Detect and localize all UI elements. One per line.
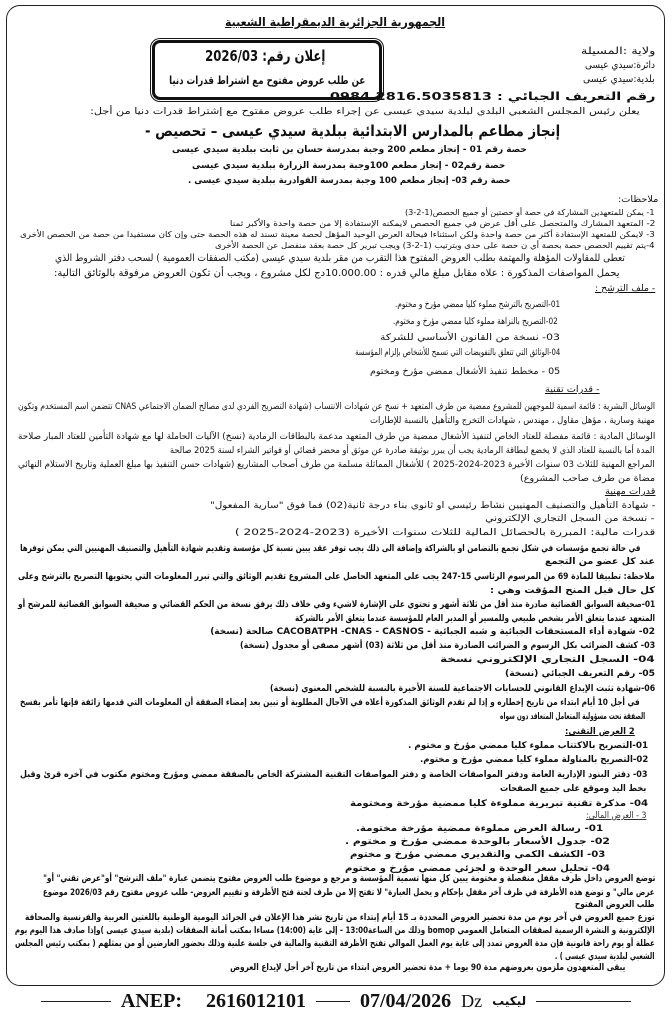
footer-rule-right [536, 1001, 631, 1002]
footer-date: 07/04/2026 [360, 989, 452, 1012]
document-1-line-2: المتعهد عندما يتعلق الأمر بشخص طبيعي وللمسير أو المدير العام للمؤسسة عندما يتعلق الأمر بالشركة [294, 614, 655, 624]
wilaya: ولاية :المسيلة [580, 46, 655, 57]
deposit-line-4: الشعبي لبلدية سيدي عيسى ) . [555, 952, 655, 962]
financial-offer-item-1: 01- رسالة العرض مملوءة ممضية مؤرخة مختومة. [355, 824, 603, 834]
lot-3: حصة رقم 03- إنجاز مطعم 100 وجبة بمدرسة القوادرية ببلدية سيدي عيسى . [187, 176, 510, 186]
document-5: 05- رقم التعريف الجبائي (نسخة) [504, 669, 655, 679]
grouping-line-1: في حالة تجمع مؤسسات في شكل تجمع بالتضامن او بالشراكة وإضافة الى ذلك يجب توفر عقد يبين نسبة كل مؤسسة وتقديم شهادة التأهيل والتصنيف المهنيين التي يمكن توفرها [19, 544, 640, 554]
document-6: 06-شهادة تثبت الإيداع القانوني للحسابات الاجتماعية للسنة الأخيرة بالنسبة للشخص المعنوي (نسخة) [269, 684, 655, 694]
material-means-line-1: الوسائل المادية : قائمة مفصلة للعتاد الخاص لتنفيذ الأشغال ممضية من طرف المتعهد مدعمة بالبطاقات الرمادية (نسخ) الآليات الحاملة لها مع شهادة التأمين للعتاد المبار صلاحة [17, 432, 655, 442]
footer-rule-left [41, 1001, 111, 1002]
daira: دائرة:سيدي عيسى [584, 60, 655, 71]
material-means-line-2: المدة أما بالنسبة للعتاد الذي لا يخضع لبطاقة الرمادية يجب أن يبرر بوثيقة صادرة عن موثق أو محضر قضائي أو فواتير الشراء لسنة 2025 صالحة [170, 446, 655, 456]
human-means-line-2: مهنية وسارية ، مؤهل مقاول ، مهندس ، شهادات التخرج والتأهيل بالنسبة للإطارات [370, 416, 655, 426]
references-line-2: مضاة من طرف صاحب المشروع) [519, 474, 655, 484]
technical-offer-item-1: 01-التصريح بالاكتتاب مملوء كليا ممضي مؤرخ و مختوم . [407, 741, 648, 751]
document-title: الجمهورية الجزائرية الديمقراطية الشعبية [224, 15, 445, 29]
financial-offer-item-2: 02- جدول الأسعار بالوحدة ممضي مؤرخ و مختوم . [345, 837, 610, 847]
invitation-line-1: تعطى للمقاولات المؤهلة والمهتمة بطلب العروض المفتوح هذا التقرب من مقر بلدية سيدي عيسى (مكتب الصفقات العمومية ) لسحب دفتر الشروط الذي [55, 253, 625, 264]
announcement-subtitle: عن طلب عروض مفتوح مع اشتراط قدرات دنيا [168, 74, 365, 87]
validity-period: يبقى المتعهدون ملزمون بعروضهم مدة 90 يوما + مدة تحضير العروض ابتداء من تاريخ آخر أجل لإيداع العروض [229, 963, 625, 973]
footer-dz: Dz [461, 990, 483, 1011]
technical-offer-item-3: 03- دفتر البنود الإدارية العامة ودفتر المواصفات الخاصة و دفتر المواصفات التقنية المشتركة الخاص بالصفقة ممضي ومؤرخ ومختوم مكتوب في آخره قرئ وقبل [20, 770, 648, 780]
project-title: إنجاز مطاعم بالمدارس الابتدائية ببلدية سيدي عيسى – تحصيص - [144, 122, 560, 140]
financial-offer-item-3: 03- الكشف الكمي والتقديري ممضي مؤرخ و مختوم [349, 850, 605, 860]
submission-line-1: توضع العروض داخل ظرف مقفل منفصلة و مختومة يبين كل منها تسمية المؤسسة و مرجع و موضوع طلب العروض مفتوح يتضمن عبارة "ملف الترشح" أو"عرض تقني" أو" [42, 874, 655, 884]
grouping-line-2: عند كل عضو من التجمع [545, 557, 655, 567]
technical-offer-title: 2 العرض التقني: [565, 727, 635, 737]
technical-offer-item-2: 02-التصريح بالمناولة مملوء كليا ممضي مؤرخ و مختوم. [419, 755, 648, 765]
note-4: 4-يتم تقييم الحصص حصة بحصة أي ن حصة على حدى وبترتيب (1-2-3) ويجب تبرير كل حصة بعقد منفصل عن الحصة الأخرى [215, 241, 655, 250]
candidature-item-5: 05 - مخطط تنفيذ الأشغال ممضي مؤرخ ومختوم [369, 367, 560, 377]
professional-capacity-title: قدرات مهنية [604, 487, 655, 497]
footer-reference: 2616012101 [206, 989, 306, 1012]
lot-2: حصة رقم02 - إنجاز مطعم 100وجبة بمدرسة الزرارة ببلدية سيدي عيسى [191, 161, 505, 171]
footer [0, 986, 672, 1016]
references-line-1: المراجع المهنية للثلاث 03 سنوات الأخيرة 2023-2024-2025 ) للأشغال المماثلة مسلمة من طرف أصحاب المشاريع (شهادات حسن التنفيذ بها مبلغ العملية وتاريخ الاستلام النهائي [18, 460, 655, 470]
professional-item-1: - شهادة التأهيل والتصنيف المهنيين نشاط رئيسي او ثانوي بناء درجة ثانية(02) فما فوق "سارية المفعول" [209, 501, 655, 511]
candidature-title: - ملف الترشح : [594, 284, 655, 294]
lot-1: حصة رقم 01 - إنجاز مطعم 200 وجبة بمدرسة حسان بن ثابت ببلدية سيدي عيسى [172, 145, 527, 155]
financial-offer-title: 3 - العرض المالي: [585, 811, 646, 821]
tax-id: رقم التعريف الجبائي : 0984.2816.5035813 [329, 90, 655, 103]
footer-newspaper: ليكيب [492, 994, 527, 1008]
document-4: 04- السجل التجاري الإلكتروني نسخة [440, 655, 655, 665]
deadline-line-1: في أجل 10 أيام ابتداء من تاريخ إخطاره و إذا لم تقدم الوثائق المذكورة أعلاه في الآجال المطلوبة أو تبين بعد إمضاء الصفقة أن المعلومات التي قدمها زائفة فإنها تأمر بفسخ [20, 698, 640, 708]
note-1: 1- يمكن للمتعهدين المشاركة في حصة أو حصتين أو جميع الحصص(1-2-3) [405, 208, 655, 217]
note-2: 2- المتعهد المشارك والمتحصل على أقل عرض في جميع الحصص لايمكنه الإستفادة إلا من حصة واحدة والأكبر ثمنا [229, 219, 655, 228]
technical-offer-item-3-cont: بخط اليد وموقع على جميع الصفحات [499, 784, 646, 794]
remark-line-2: كل حال قبل المنح المؤقت وهي : [489, 586, 655, 596]
baladia: بلدية:سيدي عيسى [583, 74, 655, 85]
document-2: 02- شهادة أداء المستحقات الجبائية و شبه الجبائية - CACOBATPH -CNAS - CASNOS صالحة (نسخة) [210, 627, 655, 637]
notes-title: ملاحظات: [617, 195, 658, 205]
candidature-item-1: 01-التصريح بالترشح مملوء كليا ممضي مؤرخ و مختوم. [394, 300, 560, 310]
deposit-line-3: عطلة أو يوم راحة قانونية فإن مدة العروض تمدد إلى غاية يوم العمل الموالي تفتح الأظرفة التقنية والمالية في جلسة علنية وذلك بحضور العارضين أو من يمثلهم ( بمكتب رئيس المجلس [15, 939, 655, 949]
document-3: 03- كشف الضرائب بكل الرسوم و الضرائب الصادرة منذ أقل من ثلاثة (03) أشهر مصفى أو مجدول (نسخة) [239, 641, 655, 651]
deadline-line-2: الصفقة تحت مسؤولية المتعامل المتعاقد دون سواه [499, 712, 645, 722]
deposit-line-2: الإلكترونية و النشرة الرسمية لصفقات المتعامل العمومي bomop وذلك من الساعة13:00 - إلى غاية (14:00) مساءا بمكتب أمانة الصفقات (بلدية سيدي عيسى )وإذا صادف هذا اليوم يوم [15, 926, 655, 936]
note-3: 3- لايمكن للمتعهد الإستفادة أكثر من حصة واحدة ولكن استثناءا فيحالة العرض الوحيد المؤهل لحصة معينة تسند له هذه الحصة حتى وإن كان مستفيدا من حصة من الحصص الأخرى [20, 230, 655, 239]
professional-item-2: - نسخة من السجل التجاري الإلكتروني [485, 514, 655, 524]
submission-line-2: عرض مالي" و توضع هذه الأظرفة في ظرف آخر مقفل بإحكام و يحمل العبارة" لا تفتح إلا من طرف لجنة فتح الأظرفة و تقييم العروض- طلب عروض مفتوح رقم 2026/03 موضوع [43, 888, 656, 898]
footer-agency: ANEP: [120, 989, 182, 1012]
human-means-line-1: الوسائل البشرية : قائمة اسمية للموجهين للمشروع ممضية من طرف المتعهد + نسخ عن شهادات الانتساب (شهادة التصريح الفردي لدى مصالح الضمان الاجتماعي CNAS تتضمن اسم المستخدم وتكون [17, 402, 655, 412]
financial-offer-item-4: 04- تحليل سعر الوحدة و لجزئي ممضي مؤرخ و مختوم [345, 864, 610, 874]
technical-offer-item-4: 04- مذكرة تقنية تبريرية مملوءة كليا ممضية مؤرخة ومختومة [349, 799, 648, 809]
candidature-item-3: 03- نسخة من القانون الأساسي للشركة [380, 333, 560, 343]
announcement-number: إعلان رقم: 2026/03 [204, 47, 325, 65]
technical-capacity-title: - قدرات تقنية [545, 385, 600, 395]
intro-text: يعلن رئيس المجلس الشعبي البلدي لبلدية سيدي عيسى عن إجراء طلب عروض مفتوح مع إشتراط قدرات دنيا من أجل: [90, 107, 640, 117]
financial-capacity: قدرات مالية: المبررة بالحصائل المالية للثلاث سنوات الأخيرة (2023-2024-2025 ) [234, 528, 655, 538]
candidature-item-2: 02-التصريح بالنزاهة مملوء كليا ممضي مؤرخ و مختوم. [393, 317, 558, 327]
remark-line-1: ملاحظة: تطبيقا للمادة 69 من المرسوم الرئاسي 15-247 يجب على المتعهد الحاصل على المشروع تقديم الوثائق والتي تبرر المعلومات التي يحتويها التصريح بالترشح وعلى [18, 572, 655, 582]
deposit-line-1: توزع جميع العروض في آخر يوم من مدة تحضير العروض المحددة بـ 15 أيام إبتداء من تاريخ نشر هذا الإعلان في الجرائد اليومية الوطنية باللغتين العربية والفرنسية والصحافة [25, 913, 655, 923]
candidature-item-4: 04-الوثائق التي تتعلق بالتفويضات التي تسمح للأشخاص بإلزام المؤسسة [354, 348, 560, 358]
document-1-line-1: 01-صحيفة السوابق القضائية صادرة منذ أقل من ثلاثة أشهر و تحتوي على الإشارة لاشيء وفي خلاف ذلك يرفق نسخة من الحكم القضائي و صحيفة السوابق القضائية للمرشح أو [17, 600, 655, 610]
submission-line-3: طلب العروض المفتوح [575, 900, 655, 910]
invitation-line-2: يحمل المواصفات المذكورة : علاه مقابل مبلغ مالي قدره : 10.000.00دج لكل مشروع ، ويجب أن تكون العروض مرفوقة بالوثائق التالية: [54, 268, 620, 279]
footer-rule-middle [316, 1001, 350, 1002]
